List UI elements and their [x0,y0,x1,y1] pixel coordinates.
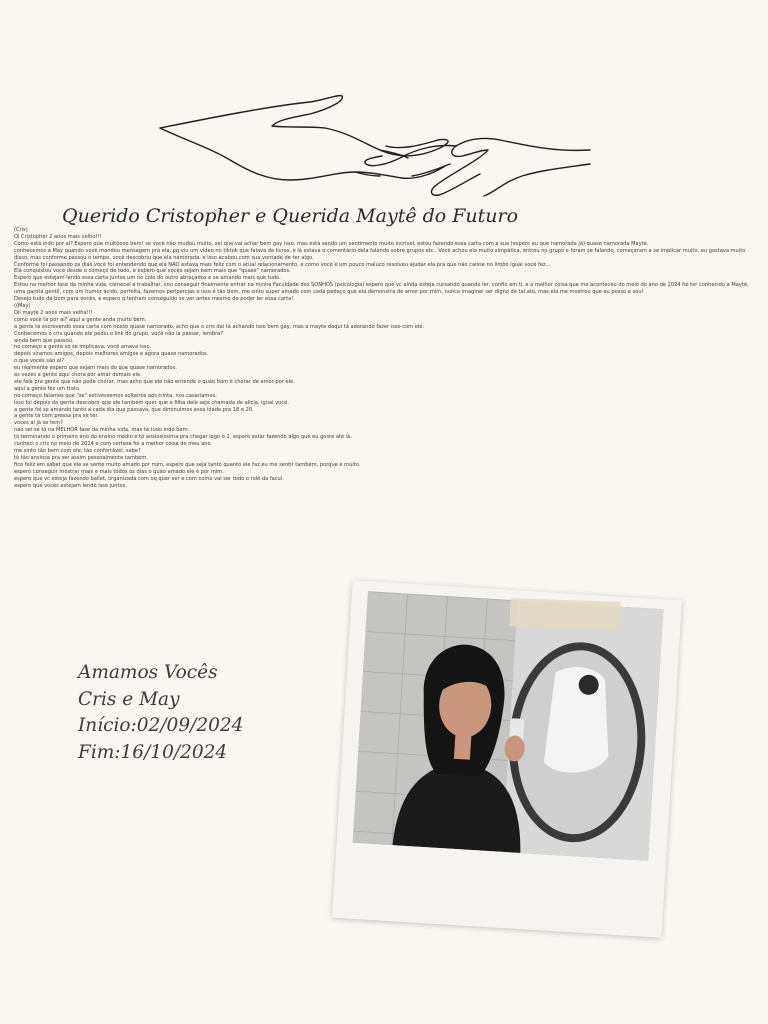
letter-line: no começo a gente só se implicava, você amava isso. [14,344,152,351]
letter-body [14,227,756,489]
letter-line: isso foi depois da gente descobrir que ele também quer que a filha dele seja chamada de alícia, igual você. [14,399,289,406]
letter-line: como você tá por aí? aqui a gente anda muito bem. [14,316,147,323]
letter-line: conhecemos a May quando você mandou mensagem pra ela, pq viu um vídeo no tiktok que falava de livros, e lá estava o comentário dela falando sobre grupos etc.. Você achou ela muito simpática, entrou no grupo e foram se falando, começaram a se implicar muito, eu gostava muito disso, mas conforme passou o tempo, você descobriu que ela namorada, e isso acabou com sua vontade de ter algo. [14,247,746,261]
letter-line: ainda bem que passou. [14,337,74,344]
letter-line: Conforme foi passando os dias você foi entendendo que ela NÃO estava mais feliz com o atual relacionamento, e como você é um pouco maluco resolveu ajudar ela pra que não caísse no limbo igual você fez... [14,261,551,268]
letter-line: a gente foi se amando tanto a cada dia que passava, que diminuímos essa idade pra 18 e 20. [14,406,254,413]
letter-line: as vezes a gente aqui chora por amar demais ele. [14,372,142,379]
letter-title: Querido Cristopher e Querida Maytê do Futuro [62,205,519,227]
letter-line: Ela conquistou você desde o começo de tudo, e espero que vocês sejam bem mais que "quase" namorados. [14,268,291,275]
photo-illustration [353,591,664,861]
letter-line: Como está indo por aí? Espero que muitoooo bem! se você não mudou muito, sei que vai achar bem gay isso, mas está sendo um sentimento muito incrível, estou fazendo essa carta com a sua (espero eu que namorada já) quase namorada Maytê. [14,240,649,247]
letter-line: não sei se tô na MELHOR fase da minha vida, mas tá tudo indo bem. [14,427,190,434]
closing-line: Amamos Vocês [78,662,218,683]
letter-line: tô terminando o primeiro ano do ensino médio e tô ansiosíssima pra chegar logo o 2, espero estar fazendo algo que eu goste até lá. [14,434,352,441]
letter-line: Desejo tudo de bom para vocês, e espero q tenham conseguido se ver antes mesmo de poder ler essa carta! [14,296,294,303]
closing-line: Cris e May [78,688,180,710]
letter-line: Conhecemos o cris quando ele pediu o link do grupo, você não ia passar, lembra? [14,330,223,337]
polaroid-photo-frame [332,580,682,938]
letter-line: Estou na melhor fase da minha vida, comecei a trabalhar, vou conseguir finalmente entrar na minha Faculdade dos SONHOS (psicologia) espero que vc ainda esteja cursando quando ler, confio em ti, e a melhor coisa que me aconteceu do meio do ano de 2024 foi ter conhecido a Maytê, uma garota gentil, com um humor ácido, perfeita, fazemos peripercias e isso é tão bom, me sinto super amado com cada pedaço que ela demonstra de amor por mim, nunca imaginei ser digno de tal ato, mas ela me mostrou que eu posso e sou! [14,282,749,296]
letter-line: fico feliz em saber que ele se sente muito amado por mim, espero que seja tanto quanto ele faz eu me sentir também, porque é muito. [14,461,361,468]
letter-line: depois viramos amigos, depois melhores amigos e agora quase namorados. [14,351,209,358]
letter-line: voces aí já se tem? [14,420,63,427]
letter-line: espero que vocês estejam lendo isso juntos. [14,482,127,489]
letter-line: no começo falamos que "se" estivéssemos solteiros aos trinta, nos casaríamos. [14,392,217,399]
letter-line: o que vocês são aí? [14,358,65,365]
touching-hands-illustration [150,88,600,206]
letter-line: a gente tá escrevendo essa carta com nosso quase namorado, acho que o cris daí tá achando isso bem gay, mas a mayte daqui tá adorando fazer isso com ele. [14,323,425,330]
letter-line: Oi Cristopher 2 anos mais velho!!! [14,233,102,240]
start-date: Início:02/09/2024 [78,715,244,736]
letter-line: Espero que estejam lendo essa carta juntos um no colo do outro abraçados e se amando mais que tudo. [14,275,281,282]
letter-line: ele fala pra gente que não pode chorar, mas acho que ele não entende o quão bom é chorar de amor por ele. [14,378,295,385]
end-date: Fim:16/10/2024 [78,741,228,763]
letter-line: aqui a gente fez um trato. [14,385,81,392]
couple-photo [353,591,664,861]
letter-line: ((May) [14,302,31,309]
letter-line: espero conseguir mostrar mais e mais todos os dias o quão amado ele é por mim. [14,468,224,475]
closing-signature [78,660,243,766]
letter-line: eu realmente espero que sejam mais do que quase namorados. [14,365,177,372]
letter-line: Oii maytê 2 anos mais velha!!! [14,309,93,316]
letter-line: (Cris) [14,227,28,233]
letter-line: tô tão ansiosa pra ser assim pessoalmente também. [14,454,148,461]
letter-line: espero que vc esteja fazendo ballet, organizada com oq quer ser e com como vai ser todo o rolê da facul. [14,475,284,482]
tape-strip [510,598,621,630]
letter-line: me sinto tão bem com ele, tão confortável, sabe? [14,448,141,454]
letter-line: conheci o cris no meio de 2024 e com certeza foi a melhor coisa do meu ano. [14,441,213,448]
letter-line: a gente tá com pressa pra se ter. [14,413,99,420]
